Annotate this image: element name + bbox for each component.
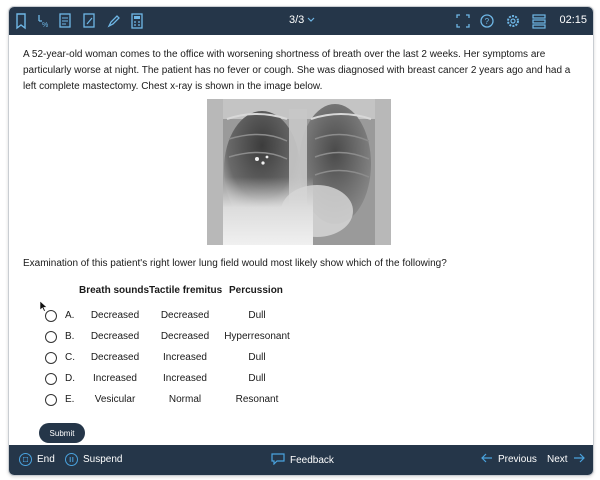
next-button[interactable]	[547, 453, 585, 466]
svg-text:%: %	[42, 22, 49, 29]
feedback-button[interactable]	[271, 453, 334, 468]
percent-icon[interactable]	[35, 12, 51, 30]
option-letter: B.	[65, 331, 75, 342]
mouse-cursor-icon	[40, 299, 48, 317]
chat-bubble-icon	[271, 453, 285, 468]
suspend-button[interactable]	[65, 453, 122, 466]
option-breath-sounds: Increased	[93, 373, 137, 384]
option-breath-sounds: Decreased	[90, 331, 140, 342]
pause-icon	[65, 453, 78, 466]
exam-window	[8, 6, 594, 476]
option-letter: A.	[65, 310, 75, 321]
radio-button[interactable]	[45, 373, 57, 385]
answer-option-e[interactable]	[45, 392, 325, 408]
option-percussion: Resonant	[235, 394, 279, 405]
timer: 02:15	[559, 14, 587, 26]
option-percussion: Dull	[248, 352, 266, 363]
suspend-label: Suspend	[83, 454, 123, 465]
previous-label: Previous	[498, 454, 537, 465]
end-button[interactable]	[19, 453, 55, 466]
submit-button[interactable]: Submit	[39, 423, 85, 443]
layout-icon[interactable]	[531, 12, 547, 30]
option-tactile-fremitus: Increased	[163, 352, 207, 363]
settings-icon[interactable]	[505, 12, 521, 30]
option-breath-sounds: Vesicular	[94, 394, 136, 405]
option-tactile-fremitus: Decreased	[160, 331, 210, 342]
option-letter: C.	[65, 352, 75, 363]
option-percussion: Hyperresonant	[224, 331, 290, 342]
option-breath-sounds: Decreased	[90, 310, 140, 321]
top-toolbar	[9, 7, 593, 35]
answer-option-b[interactable]	[45, 329, 325, 345]
feedback-label: Feedback	[290, 455, 334, 466]
radio-button[interactable]	[45, 352, 57, 364]
option-tactile-fremitus: Normal	[168, 394, 202, 405]
progress-label: 3/3	[289, 14, 305, 26]
calculator-icon[interactable]	[129, 12, 145, 30]
option-letter: D.	[65, 373, 75, 384]
answer-option-d[interactable]	[45, 371, 325, 387]
header-breath-sounds: Breath sounds	[79, 285, 150, 296]
option-percussion: Dull	[248, 373, 266, 384]
edit-icon[interactable]	[81, 12, 97, 30]
help-icon[interactable]	[479, 12, 495, 30]
chest-xray-image[interactable]	[207, 99, 391, 245]
next-label: Next	[547, 454, 568, 465]
notes-icon[interactable]	[57, 12, 73, 30]
arrow-left-icon	[481, 453, 493, 466]
highlighter-icon[interactable]	[105, 12, 121, 30]
answer-option-a[interactable]	[45, 308, 325, 324]
arrow-right-icon	[573, 453, 585, 466]
radio-button[interactable]	[45, 331, 57, 343]
option-letter: E.	[65, 394, 75, 405]
question-navigator[interactable]	[289, 14, 315, 26]
fullscreen-icon[interactable]	[455, 12, 471, 30]
option-tactile-fremitus: Decreased	[160, 310, 210, 321]
option-breath-sounds: Decreased	[90, 352, 140, 363]
bottom-toolbar	[9, 445, 593, 475]
end-label: End	[37, 454, 55, 465]
option-percussion: Dull	[248, 310, 266, 321]
svg-text:?: ?	[484, 17, 490, 26]
header-tactile-fremitus: Tactile fremitus	[149, 285, 223, 296]
header-percussion: Percussion	[229, 285, 283, 296]
answer-option-c[interactable]	[45, 350, 325, 366]
chevron-down-icon	[307, 14, 315, 26]
option-tactile-fremitus: Increased	[163, 373, 207, 384]
question-content	[23, 47, 579, 438]
bookmark-icon[interactable]	[13, 12, 29, 30]
end-icon	[19, 453, 32, 466]
question-stem: A 52-year-old woman comes to the office with worsening shortness of breath over the last 2 weeks. Her symptoms are particularly worse at night. The patient has no fever or cough. She was diagnosed with breast cancer 2 years ago and had a left complete mastectomy. Chest x-ray is shown in the image below.	[23, 49, 571, 92]
radio-button[interactable]	[45, 394, 57, 406]
previous-button[interactable]	[481, 453, 537, 466]
question-prompt: Examination of this patient's right lower lung field would most likely show which of the following?	[23, 258, 447, 269]
